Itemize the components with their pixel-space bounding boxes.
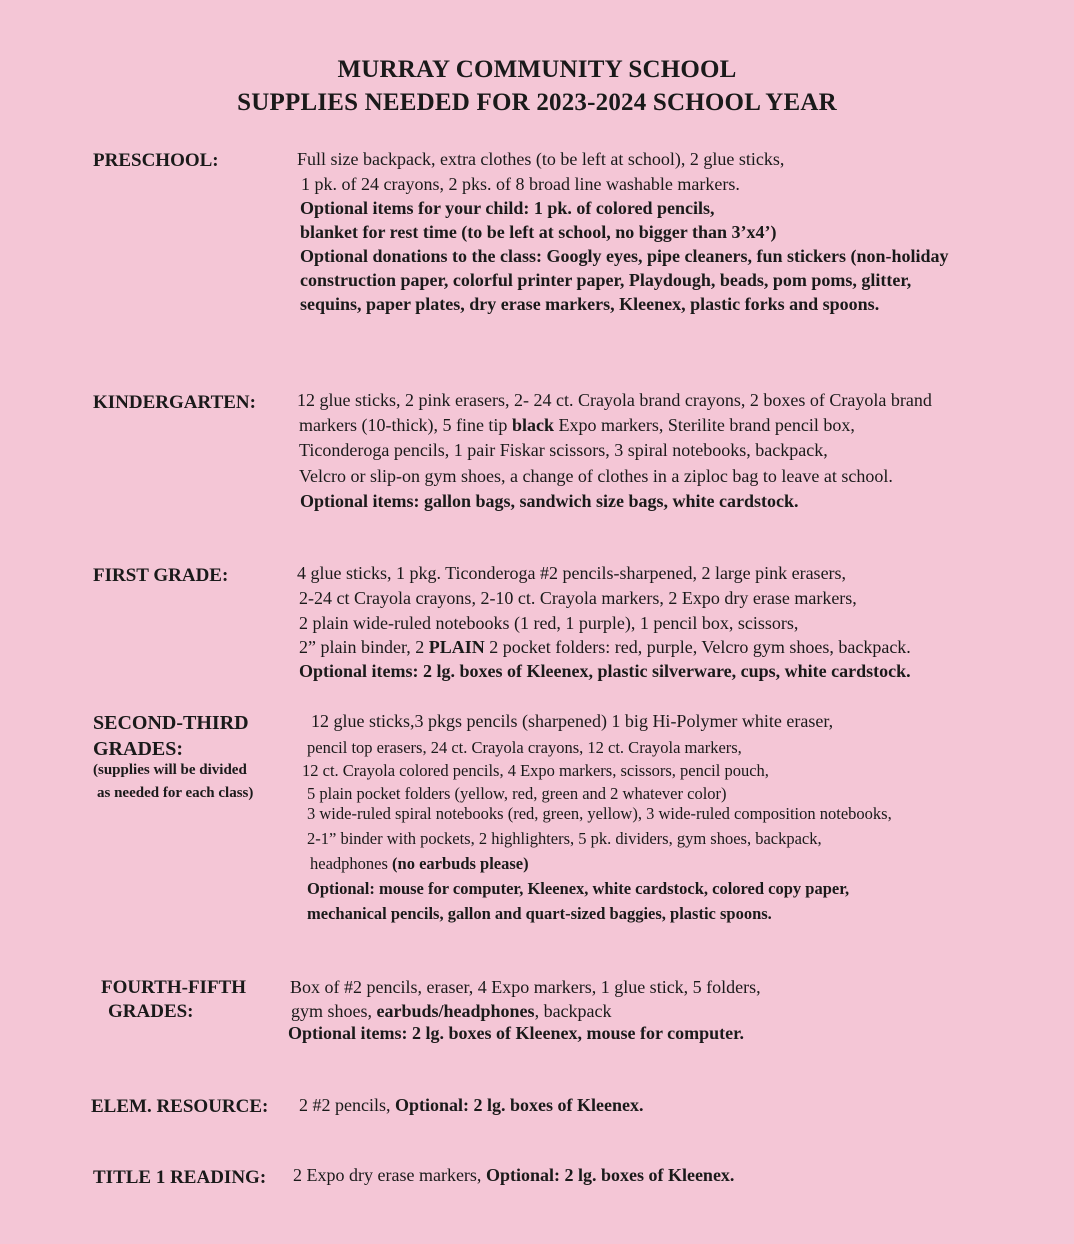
second-third-line: 3 wide-ruled spiral notebooks (red, green, yellow), 3 wide-ruled composition notebooks, <box>307 804 892 823</box>
kindergarten-text: markers (10-thick), 5 fine tip <box>299 415 512 435</box>
preschool-optional-line: blanket for rest time (to be left at school, no bigger than 3’x4’) <box>300 222 777 242</box>
preschool-donation-line: sequins, paper plates, dry erase markers, Kleenex, plastic forks and spoons. <box>300 294 880 314</box>
title1-reading-label: TITLE 1 READING: <box>93 1167 267 1188</box>
first-grade-label: FIRST GRADE: <box>93 565 229 586</box>
first-grade-text: 2 pocket folders: red, purple, Velcro gym shoes, backpack. <box>484 637 911 657</box>
second-third-line: 12 ct. Crayola colored pencils, 4 Expo markers, scissors, pencil pouch, <box>302 761 769 780</box>
elem-resource-text: 2 #2 pencils, <box>299 1095 395 1115</box>
second-third-note: (supplies will be divided <box>93 762 247 778</box>
title1-reading-line <box>293 1165 734 1186</box>
title1-reading-optional: Optional: 2 lg. boxes of Kleenex. <box>485 1165 735 1185</box>
preschool-donation-line: Optional donations to the class: Googly eyes, pipe cleaners, fun stickers (non-holiday <box>300 246 949 266</box>
first-grade-line <box>299 637 911 658</box>
first-grade-line: 2 plain wide-ruled notebooks (1 red, 1 purple), 1 pencil box, scissors, <box>299 613 799 633</box>
fourth-fifth-emphasis: earbuds/headphones <box>376 1001 535 1021</box>
preschool-line: 1 pk. of 24 crayons, 2 pks. of 8 broad line washable markers. <box>301 174 740 194</box>
second-third-line: 2-1” binder with pockets, 2 highlighters, 5 pk. dividers, gym shoes, backpack, <box>307 829 822 848</box>
fourth-fifth-label: FOURTH-FIFTH <box>101 977 246 998</box>
first-grade-emphasis: PLAIN <box>428 637 485 657</box>
second-third-line: 12 glue sticks,3 pkgs pencils (sharpened) 1 big Hi-Polymer white eraser, <box>311 711 834 731</box>
elem-resource-optional: Optional: 2 lg. boxes of Kleenex. <box>395 1095 644 1115</box>
fourth-fifth-label: GRADES: <box>108 1001 194 1022</box>
second-third-optional-line: Optional: mouse for computer, Kleenex, white cardstock, colored copy paper, <box>307 879 850 898</box>
second-third-line: pencil top erasers, 24 ct. Crayola crayons, 12 ct. Crayola markers, <box>307 738 742 757</box>
first-grade-optional-line: Optional items: 2 lg. boxes of Kleenex, plastic silverware, cups, white cardstock. <box>299 661 911 681</box>
kindergarten-line: Ticonderoga pencils, 1 pair Fiskar scissors, 3 spiral notebooks, backpack, <box>299 440 828 460</box>
preschool-donation-line: construction paper, colorful printer paper, Playdough, beads, pom poms, glitter, <box>300 270 912 290</box>
second-third-line: 5 plain pocket folders (yellow, red, green and 2 whatever color) <box>307 784 727 803</box>
preschool-line: Full size backpack, extra clothes (to be left at school), 2 glue sticks, <box>297 149 785 169</box>
kindergarten-optional-line: Optional items: gallon bags, sandwich size bags, white cardstock. <box>300 491 799 511</box>
kindergarten-line: Velcro or slip-on gym shoes, a change of clothes in a ziploc bag to leave at school. <box>299 466 893 486</box>
kindergarten-line <box>299 415 855 436</box>
school-name-title: MURRAY COMMUNITY SCHOOL <box>337 56 737 83</box>
fourth-fifth-line: Box of #2 pencils, eraser, 4 Expo markers, 1 glue stick, 5 folders, <box>290 977 761 997</box>
elem-resource-label: ELEM. RESOURCE: <box>91 1096 269 1117</box>
preschool-optional-line: Optional items for your child: 1 pk. of colored pencils, <box>300 198 715 218</box>
kindergarten-text: Expo markers, Sterilite brand pencil box, <box>553 415 855 435</box>
fourth-fifth-text: , backpack <box>534 1001 612 1021</box>
first-grade-line: 2-24 ct Crayola crayons, 2-10 ct. Crayola markers, 2 Expo dry erase markers, <box>299 588 857 608</box>
first-grade-line: 4 glue sticks, 1 pkg. Ticonderoga #2 pencils-sharpened, 2 large pink erasers, <box>297 563 847 583</box>
first-grade-text: 2” plain binder, 2 <box>299 637 429 657</box>
second-third-label: SECOND-THIRD <box>93 712 249 734</box>
second-third-optional-line: mechanical pencils, gallon and quart-sized baggies, plastic spoons. <box>307 904 772 923</box>
preschool-label: PRESCHOOL: <box>93 150 219 171</box>
fourth-fifth-text: gym shoes, <box>291 1001 377 1021</box>
fourth-fifth-optional-line: Optional items: 2 lg. boxes of Kleenex, mouse for computer. <box>288 1023 744 1043</box>
second-third-label: GRADES: <box>93 738 184 760</box>
second-third-line <box>310 854 529 874</box>
elem-resource-line <box>299 1095 644 1116</box>
fourth-fifth-line <box>291 1001 612 1022</box>
second-third-note: as needed for each class) <box>97 785 254 801</box>
supplies-year-title: SUPPLIES NEEDED FOR 2023-2024 SCHOOL YEAR <box>237 89 837 116</box>
title1-reading-text: 2 Expo dry erase markers, <box>293 1165 486 1185</box>
kindergarten-emphasis: black <box>511 415 554 435</box>
kindergarten-line: 12 glue sticks, 2 pink erasers, 2- 24 ct. Crayola brand crayons, 2 boxes of Crayola brand <box>297 390 932 410</box>
second-third-emphasis: (no earbuds please) <box>392 854 529 873</box>
second-third-text: headphones <box>310 854 393 873</box>
kindergarten-label: KINDERGARTEN: <box>93 392 256 413</box>
